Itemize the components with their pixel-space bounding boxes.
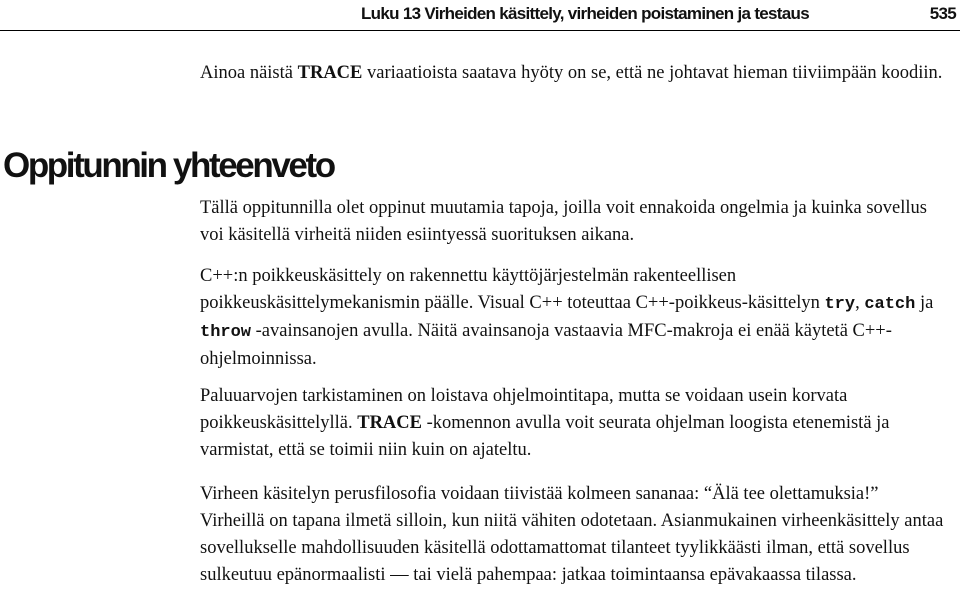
try-keyword: try: [824, 295, 856, 314]
p2-sep1: ,: [855, 293, 865, 313]
intro-prefix: Ainoa näistä: [200, 63, 298, 83]
section-title: Oppitunnin yhteenveto: [3, 146, 334, 185]
summary-paragraph-4: Virheen käsitelyn perusfilosofia voidaan tiivistää kolmeen sananaa: “Älä tee olettamuksia!” Virheillä on tapana ilmetä silloin, kun niitä vähiten odotetaan. Asianmukainen virheenkäsittely antaa sovellukselle mahdollisuuden käsitellä odottamattomat tilanteet tyylikkäästi ilman, että sovellus sulkeutuu epänormaalisti — tai vielä pahempaa: jatkaa toimintaansa epävakaassa tilassa.: [200, 484, 944, 585]
intro-paragraph: [200, 60, 945, 87]
trace-keyword-2: TRACE: [357, 413, 422, 433]
page-number: 535: [929, 4, 956, 23]
catch-keyword: catch: [864, 295, 916, 314]
intro-suffix: variaatioista saatava hyöty on se, että ne johtavat hieman tiiviimpään koodiin.: [362, 63, 943, 83]
p2-part1: C++:n poikkeuskäsittely on rakennettu käyttöjärjestelmän rakenteellisen poikkeuskäsittelymekanismin päälle. Visual C++ toteuttaa C++-poikkeus-käsittelyn: [200, 266, 825, 313]
trace-keyword: TRACE: [297, 63, 363, 83]
summary-paragraph-2: [200, 263, 945, 373]
p2-part2: -avainsanojen avulla. Näitä avainsanoja vastaavia MFC-makroja ei enää käytetä C++-ohjelmoinnissa.: [200, 321, 892, 369]
p2-sep2: ja: [915, 293, 934, 313]
chapter-title: Luku 13 Virheiden käsittely, virheiden poistaminen ja testaus: [361, 4, 809, 23]
throw-keyword: throw: [200, 323, 252, 342]
summary-paragraph-1: Tällä oppitunnilla olet oppinut muutamia tapoja, joilla voit ennakoida ongelmia ja kuinka sovellus voi käsitellä virheitä niiden esiintyessä suorituksen aikana.: [200, 198, 928, 245]
p3-part2: -komennon avulla voit seurata ohjelman loogista etenemistä ja varmistat, että se toimii niin kuin on ajateltu.: [200, 413, 890, 460]
summary-paragraph-3: [200, 383, 945, 464]
p3-part1: Paluuarvojen tarkistaminen on loistava ohjelmointitapa, mutta se voidaan usein korvata poikkeuskäsittelyllä.: [200, 386, 848, 433]
running-header: [0, 2, 960, 31]
